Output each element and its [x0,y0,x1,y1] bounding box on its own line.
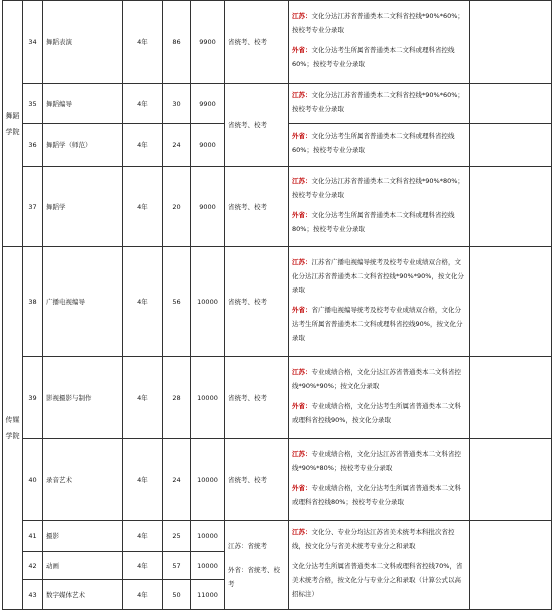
requirements: 江苏：文化分达江苏省普通类本二文科省控线*90%*80%；按校考专业分录取 外省：文化分达考生所属省普通类本二文科或理科省控线80%；按校考专业分录取 [289,167,470,247]
fee: 9000 [191,124,225,167]
fee: 9900 [191,84,225,124]
notes [470,439,552,521]
major-name: 影视摄影与制作 [43,357,123,439]
major-name: 舞蹈表演 [43,1,123,84]
exam-type: 省统考、校考 [225,1,289,84]
row-no: 42 [23,552,43,580]
table-row [3,247,552,357]
table-row [3,439,552,521]
college-cell-media: 传媒 学院 [3,247,23,610]
table-row [3,84,552,124]
count: 56 [163,247,191,357]
count: 20 [163,167,191,247]
notes [470,247,552,357]
notes [470,124,552,167]
count: 50 [163,580,191,610]
exam-type: 省统考、校考 [225,247,289,357]
row-no: 38 [23,247,43,357]
count: 25 [163,521,191,552]
requirements: 江苏：专业成绩合格，文化分达江苏省普通类本二文科省控线*90%*90%；按文化分录取 外省：专业成绩合格，文化分达考生所属省普通类本二文科或理科省控线90%，按文化分录取 [289,357,470,439]
row-no: 41 [23,521,43,552]
count: 28 [163,357,191,439]
years: 4年 [123,167,163,247]
major-name: 舞蹈学（师范） [43,124,123,167]
table-row [3,1,552,84]
years: 4年 [123,124,163,167]
notes [470,521,552,610]
years: 4年 [123,84,163,124]
requirements: 江苏：专业成绩合格，文化分达江苏省普通类本二文科省控线*90%*80%；按校考专业分录取 外省：专业成绩合格，文化分达考生所属省普通类本二文科或理科省控线80%；按校考专业分录取 [289,439,470,521]
count: 24 [163,124,191,167]
notes [470,84,552,124]
requirements: 外省：文化分达考生所属省普通类本二文科或理科省控线60%；按校考专业分录取 [289,124,470,167]
fee: 9900 [191,1,225,84]
years: 4年 [123,552,163,580]
row-no: 40 [23,439,43,521]
fee: 9000 [191,167,225,247]
requirements: 江苏：江苏省广播电视编导统考及校考专业成绩双合格，文化分达江苏省普通类本二文科省控线*90%*90%，按文化分录取 外省：省广播电视编导统考及校考专业成绩双合格，文化分达考生所属省普通类本二文科或理科省控线90%，按文化分录取 [289,247,470,357]
major-name: 舞蹈编导 [43,84,123,124]
fee: 10000 [191,247,225,357]
notes [470,1,552,84]
row-no: 39 [23,357,43,439]
exam-type: 省统考、校考 [225,84,289,167]
years: 4年 [123,247,163,357]
row-no: 34 [23,1,43,84]
table-row [3,357,552,439]
years: 4年 [123,357,163,439]
row-no: 35 [23,84,43,124]
count: 24 [163,439,191,521]
years: 4年 [123,1,163,84]
years: 4年 [123,521,163,552]
requirements: 江苏：文化分、专业分均达江苏省美术统考本科批次省控线，按文化分与省美术统考专业分之和录取 文化分达考生所属省普通类本二文科或理科省控线70%，省美术统考合格，按文化分与专业分之和录取（计算公式以高招标注） [289,521,470,610]
major-name: 录音艺术 [43,439,123,521]
notes [470,167,552,247]
years: 4年 [123,439,163,521]
exam-type: 省统考、校考 [225,357,289,439]
major-name: 舞蹈学 [43,167,123,247]
row-no: 36 [23,124,43,167]
table-row [3,521,552,552]
requirements: 江苏：文化分达江苏省普通类本二文科省控线*90%*60%；按校考专业分录取 外省：文化分达考生所属省普通类本二文科或理科省控线60%；按校考专业分录取 [289,1,470,84]
row-no: 37 [23,167,43,247]
requirements: 江苏：文化分达江苏省普通类本二文科省控线*90%*60%；按校考专业分录取 [289,84,470,124]
fee: 11000 [191,580,225,610]
college-cell-dance: 舞蹈 学院 [3,1,23,247]
major-name: 广播电视编导 [43,247,123,357]
table-row [3,167,552,247]
major-name: 摄影 [43,521,123,552]
exam-type: 省统考、校考 [225,439,289,521]
years: 4年 [123,580,163,610]
row-no: 43 [23,580,43,610]
exam-type: 省统考、校考 [225,167,289,247]
fee: 10000 [191,521,225,552]
major-name: 动画 [43,552,123,580]
fee: 10000 [191,439,225,521]
count: 57 [163,552,191,580]
count: 30 [163,84,191,124]
fee: 10000 [191,357,225,439]
admission-table [2,0,552,610]
count: 86 [163,1,191,84]
major-name: 数字媒体艺术 [43,580,123,610]
notes [470,357,552,439]
fee: 10000 [191,552,225,580]
exam-type: 江苏：省统考 外省：省统考、校考 [225,521,289,610]
